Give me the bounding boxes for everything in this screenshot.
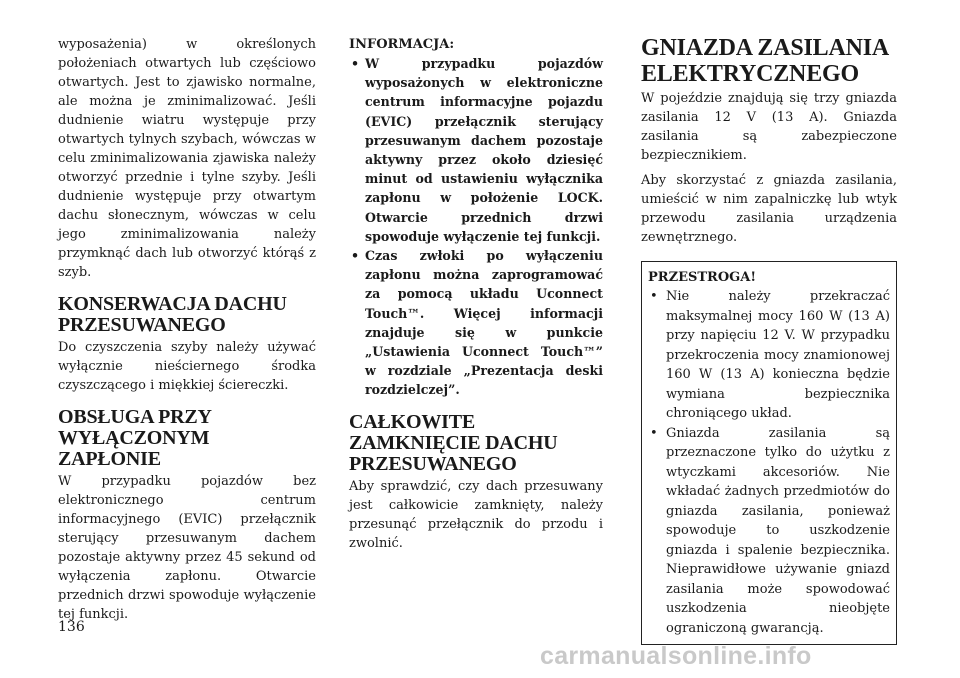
info-heading: INFORMACJA: [349,37,455,52]
caution-box [641,261,897,645]
info-bullet-item: • Czas zwłoki po wyłączeniu zapłonu można zaprogramować za pomocą układu Uconnect Touch™. Więcej informacji znajduje się w punkcie „Ustawienia Uconnect Touch™” w rozdziale „Prezentacja deski rozdzielczej”. [349,246,603,400]
info-bullet-item: • W przypadku pojazdów wyposażonych w elektroniczne centrum informacyjne pojazdu (EVIC) przełącznik sterujący przesuwanym dachem pozostaje aktywny przez około dziesięć minut od ustawieniu wyłącznika zapłonu w położenie LOCK. Otwarcie przednich drzwi spowoduje wyłączenie tej funkcji. [349,54,603,246]
caution-list [648,287,890,638]
heading-sunroof-maintenance: KONSERWACJA DACHU PRZESUWANEGO [58,293,287,336]
watermark: carmanualsonline.info [540,642,812,670]
heading-power-outlets: GNIAZDA ZASILANIA ELEKTRYCZNEGO [641,35,888,87]
heading-full-close: CAŁKOWITE ZAMKNIĘCIE DACHU PRZESUWANEGO [349,410,558,475]
paragraph-full-close: Aby sprawdzić, czy dach przesuwany jest całkowicie zamknięty, należy przesunąć przełącznik do przodu i zwolnić. [349,478,603,551]
paragraph-wind-buffeting: wyposażenia) w określonych położeniach otwartych lub częściowo otwartych. Jest to zjawisko normalne, ale można je zminimalizować. Jeśli dudnienie wiatru występuje przy otwartych tylnych szybach, wówczas w celu zminimalizowania zjawiska należy otworzyć przednie i tylne szyby. Jeśli dudnienie występuje przy otwartym dachu słonecznym, wówczas w celu jego zminimalizowania należy przymknąć dach lub otworzyć którąś z szyb. [58,37,316,280]
column-left [58,35,316,624]
paragraph-power-outlet-use: Aby skorzystać z gniazda zasilania, umieścić w nim zapalniczkę lub wtyk przewodu zasilania urządzenia zewnętrznego. [641,173,897,245]
column-right [641,35,897,645]
page-number: 136 [58,619,85,635]
paragraph-sunroof-cleaning: Do czyszczenia szyby należy używać wyłącznie nieściernego środka czyszczącego i miękkiej ściereczki. [58,340,316,393]
column-middle [349,35,603,553]
heading-ignition-off-operation: OBSŁUGA PRZY WYŁĄCZONYM ZAPŁONIE [58,406,212,470]
paragraph-power-outlets: W pojeździe znajdują się trzy gniazda zasilania 12 V (13 A). Gniazda zasilania są zabezpieczone bezpiecznikiem. [641,91,897,163]
caution-item: • Gniazda zasilania są przeznaczone tylko do użytku z wtyczkami akcesoriów. Nie wkładać żadnych przedmiotów do gniazda zasilania, ponieważ spowoduje to uszkodzenie gniazda i spalenie bezpiecznika. Nieprawidłowe używanie gniazd zasilania może spowodować uszkodzenia nieobjęte ograniczoną gwarancją. [648,424,890,639]
paragraph-ignition-off: W przypadku pojazdów bez elektronicznego centrum informacyjnego (EVIC) przełącznik sterujący przesuwanym dachem pozostaje aktywny przez 45 sekund od wyłączenia zapłonu. Otwarcie przednich drzwi spowoduje wyłączenie tej funkcji. [58,474,316,622]
caution-heading: PRZESTROGA! [648,270,757,285]
caution-item: • Nie należy przekraczać maksymalnej mocy 160 W (13 A) przy napięciu 12 V. W przypadku przekroczenia mocy znamionowej 160 W (13 A) konieczna będzie wymiana bezpiecznika chroniącego układ. [648,287,890,424]
info-bullet-list [349,54,603,400]
